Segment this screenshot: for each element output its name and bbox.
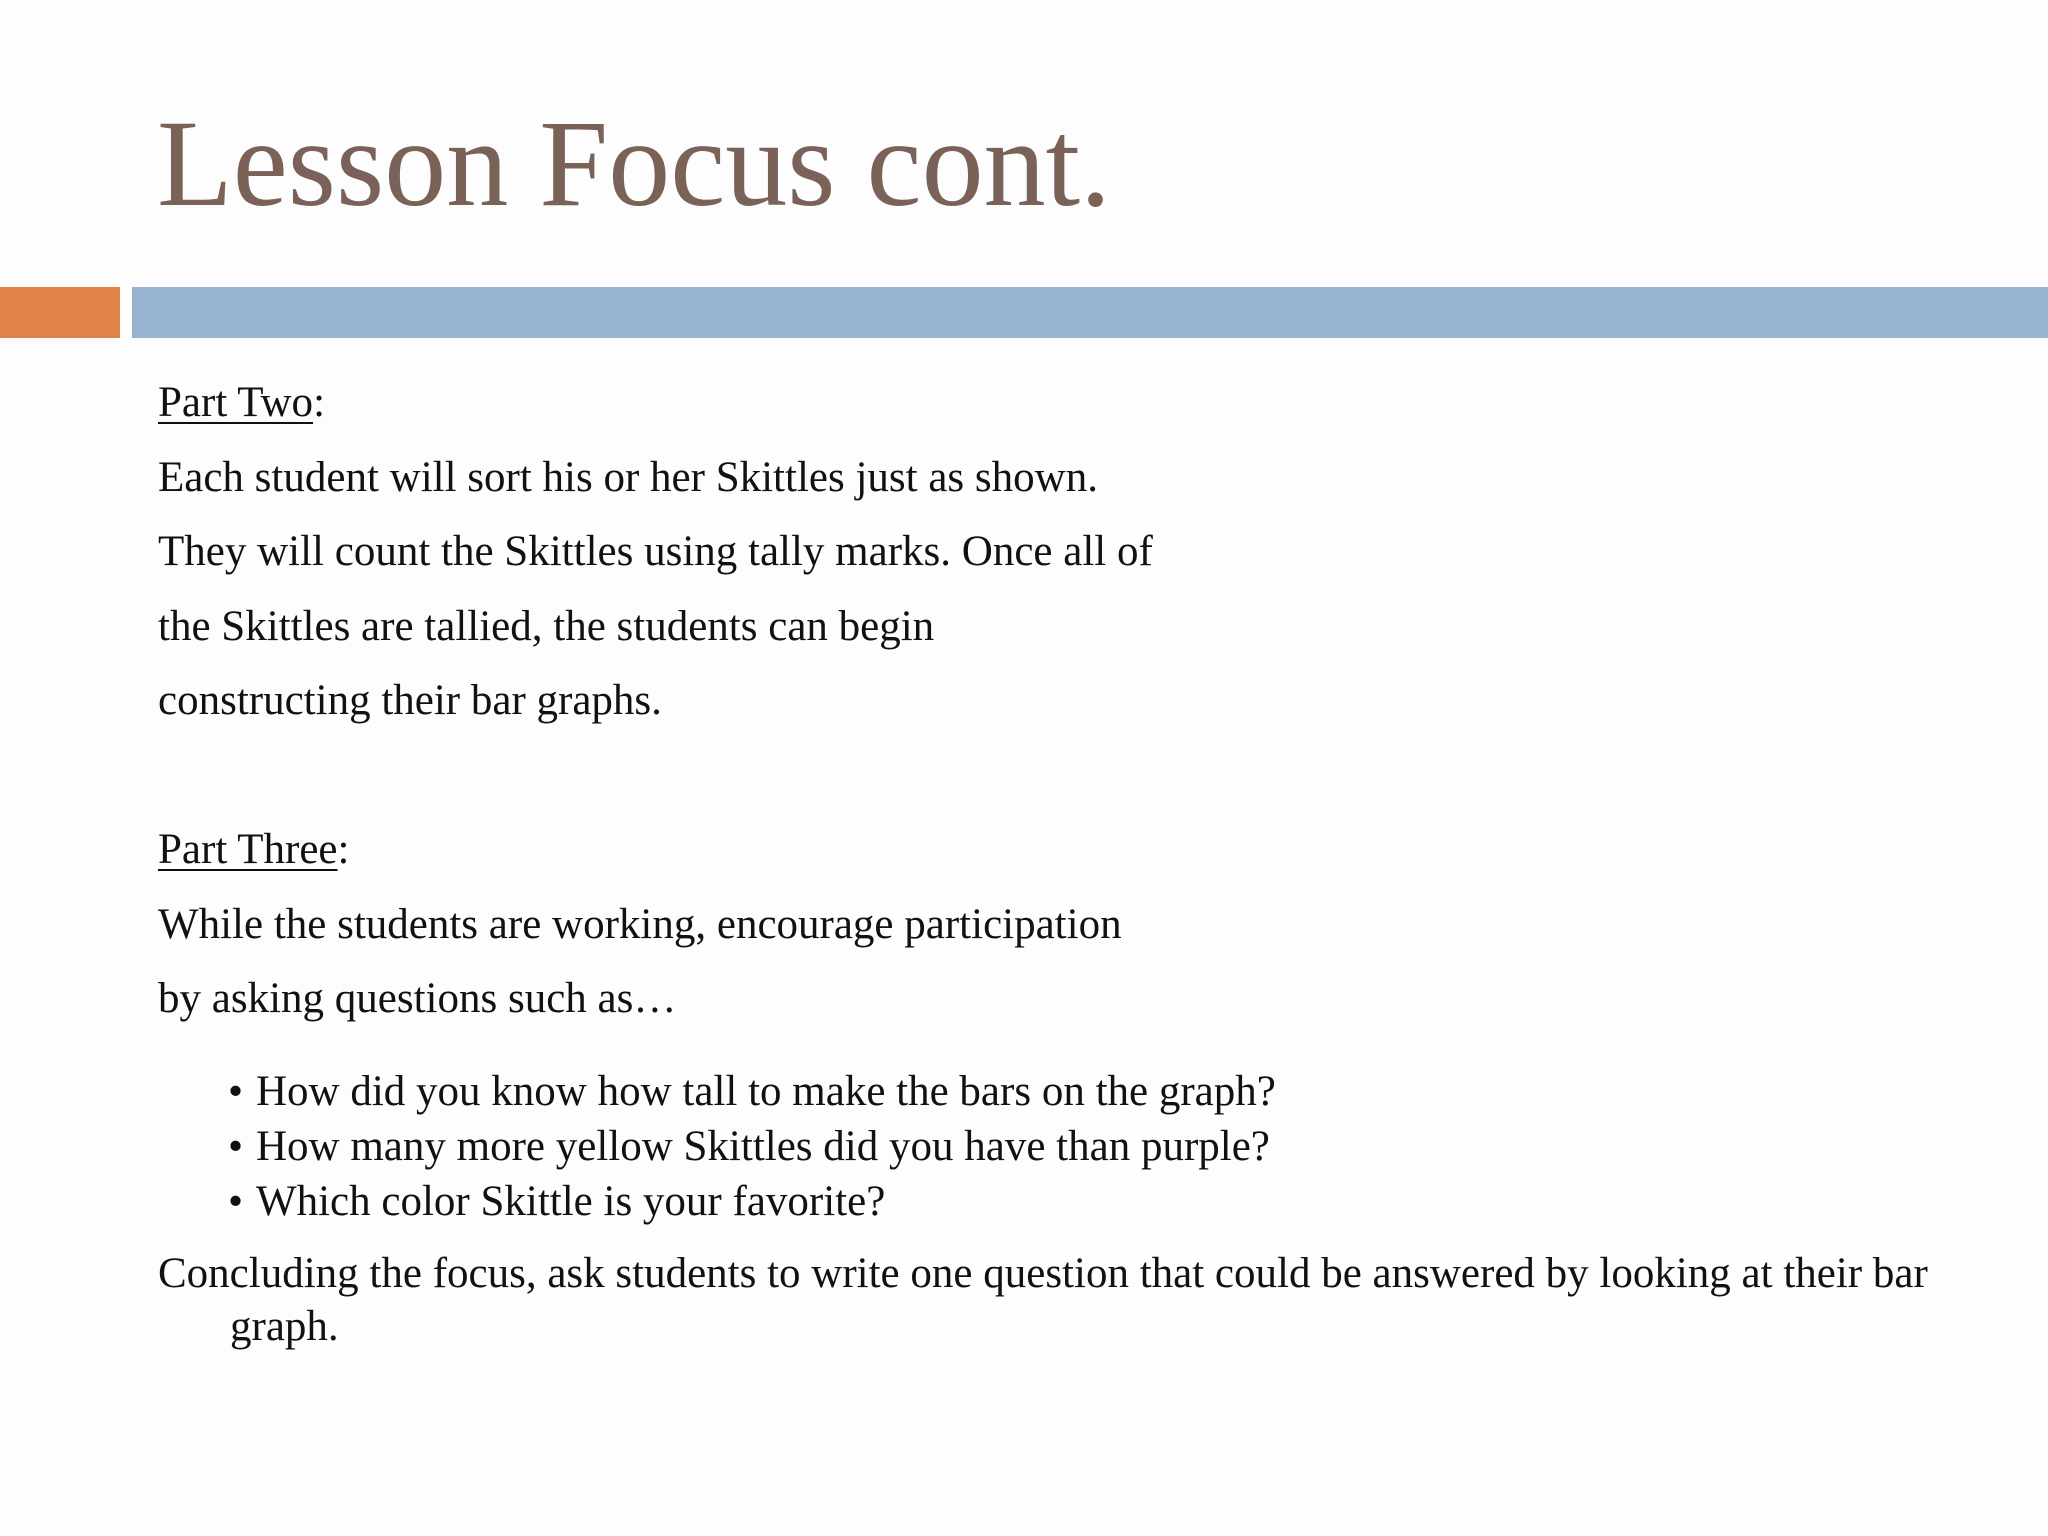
part-two-line: They will count the Skittles using tally marks. Once all of [158,528,1153,575]
bullet-icon: • [228,1122,244,1170]
accent-bar-blue [132,287,2048,338]
part-three-line: While the students are working, encourage participation [158,900,1122,948]
part-two-line: the Skittles are tallied, the students can begin [158,602,935,650]
part-two-heading [158,366,1958,441]
part-two-heading-label: Part Two [158,379,314,426]
bullet-icon: • [228,1067,244,1115]
part-three-heading [158,813,1958,888]
part-two-line: Each student will sort his or her Skittles just as shown. [158,453,1098,501]
part-three-line: by asking questions such as… [158,975,677,1022]
question-item [228,1119,1958,1174]
question-item [228,1064,1958,1119]
concluding-paragraph: Concluding the focus, ask students to write one question that could be answered by looking at their bar graph. [158,1249,1928,1350]
paragraph-spacer [158,739,1958,814]
slide-title: Lesson Focus cont. [157,95,1112,232]
question-list [158,1064,1958,1229]
accent-bar-orange [0,287,120,338]
bullet-icon: • [228,1177,244,1225]
part-two-heading-colon: : [313,379,326,426]
part-three-heading-colon: : [337,826,350,873]
slide-body [158,366,1958,1353]
question-item [228,1174,1958,1229]
part-three-heading-label: Part Three [158,826,338,873]
question-text: How did you know how tall to make the bars on the graph? [256,1067,1276,1115]
part-two-line: constructing their bar graphs. [158,677,662,724]
question-text: How many more yellow Skittles did you have than purple? [256,1122,1270,1170]
question-text: Which color Skittle is your favorite? [256,1177,886,1225]
